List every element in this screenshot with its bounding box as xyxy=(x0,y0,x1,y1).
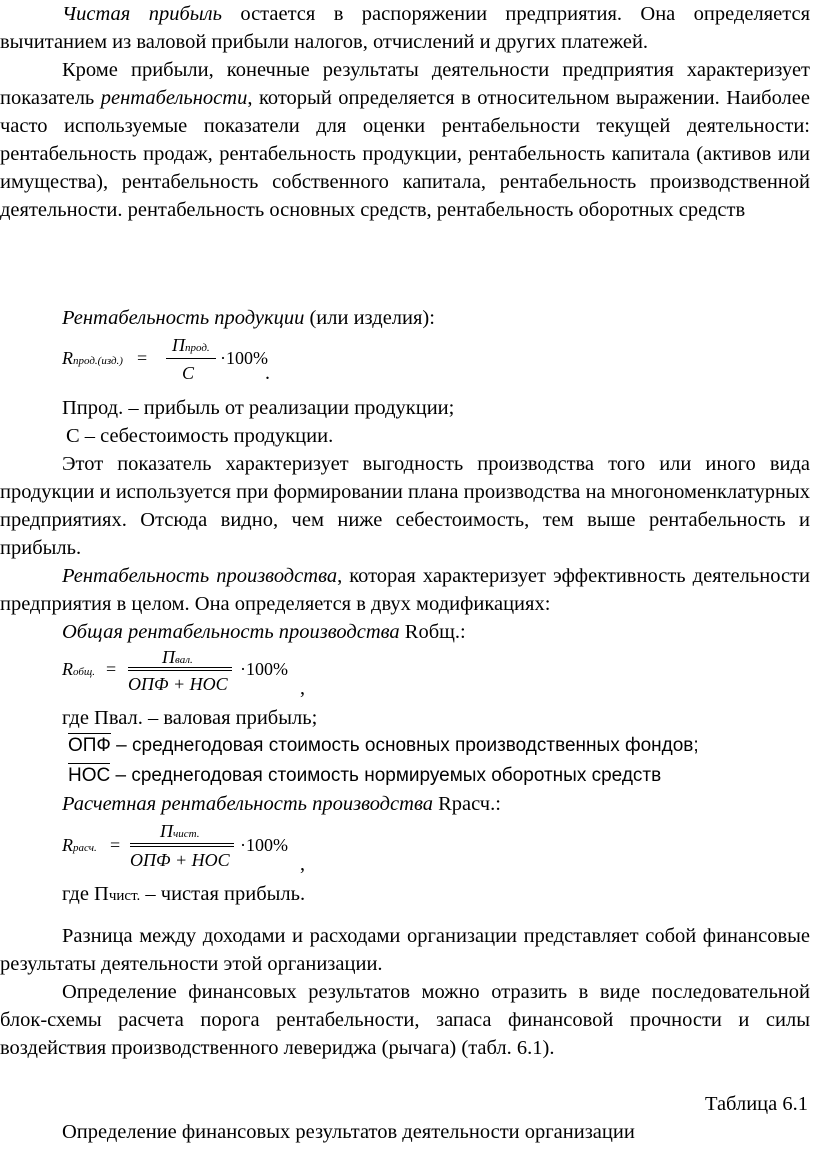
formula-tail: . xyxy=(265,362,270,384)
definition-line xyxy=(68,732,699,760)
paragraph-production-profitability xyxy=(0,562,810,618)
heading-term: Общая рентабельность производства xyxy=(62,621,400,643)
term-production-profitability: Рентабельность производства xyxy=(62,565,338,587)
paragraph-text: , который определяется в относительном выражении. Наиболее часто используемые показатели для оценки рентабельности текущей деятельности: рентабельность продаж, рентабельность продукции, рентабельность капитала (активов или имущества), рентабельность собственного капитала, рентабельность производственной деятельности. рентабельность основных средств, рентабельность оборотных средств xyxy=(0,87,810,221)
heading-text: (или изделия): xyxy=(304,307,435,329)
formula-numerator: П xyxy=(160,821,173,841)
formula-general-profitability xyxy=(62,648,322,700)
heading-text: Rрасч.: xyxy=(432,793,501,815)
definition-line: где Пвал. – валовая прибыль; xyxy=(62,707,318,729)
heading-calculated-profitability xyxy=(62,790,501,818)
fraction-bar xyxy=(130,846,234,847)
formula-calculated-profitability xyxy=(62,822,322,874)
definition-text: – среднегодовая стоимость нормируемых оборотных средств xyxy=(110,765,662,786)
formula-denominator: ОПФ + НОС xyxy=(130,850,230,870)
formula-multiplier: ·100% xyxy=(240,835,288,855)
definition-subscript: чист. xyxy=(108,888,141,904)
definition-line xyxy=(62,880,305,910)
fraction-bar xyxy=(128,667,232,668)
heading-product-profitability xyxy=(62,304,435,332)
paragraph-text: остается в распоряжении предприятия. Она определяется вычитанием из валовой прибыли налогов, отчислений и других платежей. xyxy=(0,3,810,53)
formula-subscript: чист. xyxy=(173,828,200,840)
definition-text: – среднегодовая стоимость основных производственных фондов; xyxy=(110,735,699,756)
formula-numerator: П xyxy=(172,335,185,355)
formula-equals: = xyxy=(110,835,121,855)
definition-line: С – себестоимость продукции. xyxy=(66,425,334,447)
heading-term: Расчетная рентабельность производства xyxy=(62,793,433,815)
table-label: Таблица 6.1 xyxy=(704,1093,808,1115)
heading-text: Rобщ.: xyxy=(399,621,466,643)
paragraph-financial-results: Разница между доходами и расходами организации представляет собой финансовые результаты деятельности этой организации. xyxy=(0,925,810,975)
heading-general-profitability xyxy=(62,618,466,646)
formula-multiplier: ·100% xyxy=(240,659,288,679)
formula-symbol: R xyxy=(62,835,73,855)
formula-tail: , xyxy=(300,677,305,699)
formula-symbol: R xyxy=(62,348,73,368)
fraction-bar xyxy=(130,843,234,844)
formula-subscript: прод. xyxy=(185,342,210,354)
formula-subscript: вал. xyxy=(175,654,193,666)
paragraph-text: , которая характеризует эффективность деятельности предприятия в целом. Она определяется в двух модификациях: xyxy=(0,565,810,615)
formula-multiplier: ·100% xyxy=(220,348,268,368)
formula-equals: = xyxy=(137,348,148,368)
paragraph-net-profit xyxy=(0,0,810,56)
formula-numerator: П xyxy=(162,647,175,667)
formula-tail: , xyxy=(300,853,305,875)
definition-line: Ппрод. – прибыль от реализации продукции; xyxy=(62,397,455,419)
overlined-symbol: ОПФ xyxy=(68,735,111,756)
fraction-bar xyxy=(166,358,216,359)
definition-line xyxy=(68,762,661,790)
term-net-profit: Чистая прибыль xyxy=(62,3,222,25)
paragraph-profitability xyxy=(0,56,810,224)
formula-symbol: R xyxy=(62,659,73,679)
paragraph-text: Кроме прибыли, конечные результаты деятельности предприятия характеризует показатель xyxy=(0,59,810,109)
definition-text: где П xyxy=(62,883,109,905)
formula-equals: = xyxy=(106,659,117,679)
overlined-symbol: НОС xyxy=(68,765,111,786)
formula-denominator: С xyxy=(182,363,195,383)
formula-denominator: ОПФ + НОС xyxy=(128,674,228,694)
paragraph-block-scheme: Определение финансовых результатов можно отразить в виде последовательной блок-схемы расчета порога рентабельности, запаса финансовой прочности и силы воздействия производственного левериджа (рычага) (табл. 6.1). xyxy=(0,981,810,1059)
term-profitability: рентабельности xyxy=(100,87,248,109)
formula-subscript: прод.(изд.) xyxy=(73,355,123,367)
table-title: Определение финансовых результатов деятельности организации xyxy=(62,1121,635,1143)
formula-subscript: расч. xyxy=(73,842,97,854)
fraction-bar xyxy=(128,670,232,671)
formula-subscript: общ. xyxy=(73,666,95,678)
heading-term: Рентабельность продукции xyxy=(62,307,305,329)
formula-product-profitability xyxy=(62,336,322,386)
paragraph-indicator: Этот показатель характеризует выгодность производства того или иного вида продукции и используется при формировании плана производства на многономенклатурных предприятиях. Отсюда видно, чем ниже себестоимость, тем выше рентабельность и прибыль. xyxy=(0,453,810,559)
definition-text: – чистая прибыль. xyxy=(140,883,306,905)
